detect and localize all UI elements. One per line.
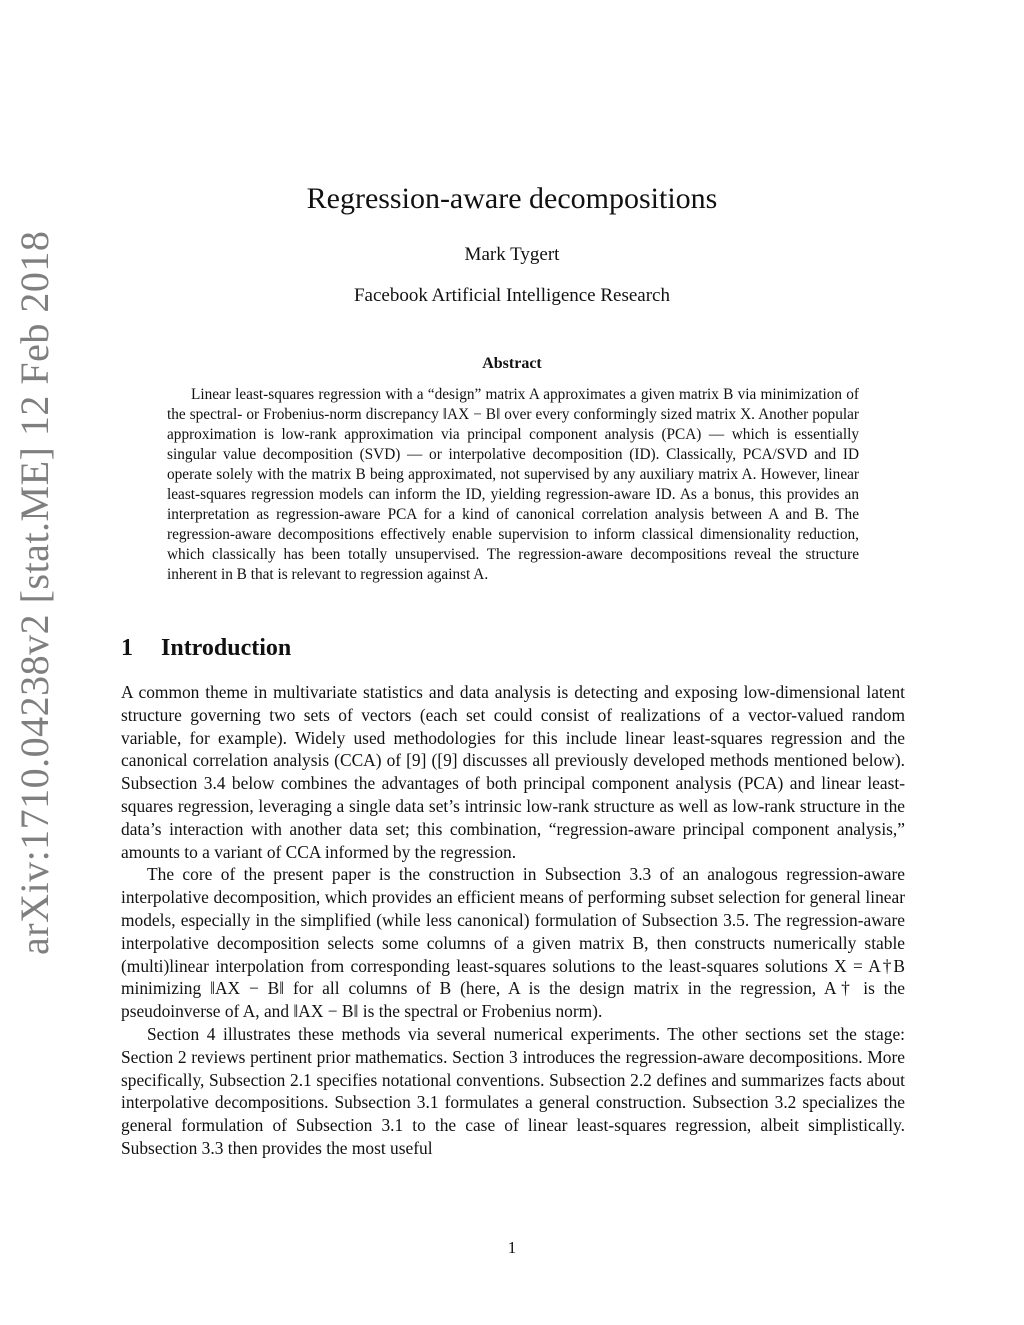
arxiv-identifier[interactable]: arXiv:1710.04238v2 [stat.ME] 12 Feb 2018 [12, 230, 57, 955]
abstract-text: Linear least-squares regression with a “design” matrix A approximates a given matrix B via minimization of the spectral- or Frobenius-norm discrepancy ‖AX − B‖ over every conformingly sized matrix X. Another popular approximation is low-rank approximation via principal component analysis (PCA) — which is essentially singular value decomposition (SVD) — or interpolative decomposition (ID). Classically, PCA/SVD and ID operate solely with the matrix B being approximated, not supervised by any auxiliary matrix A. However, linear least-squares regression models can inform the ID, yielding regression-aware ID. As a bonus, this provides an interpretation as regression-aware PCA for a kind of canonical correlation analysis between A and B. The regression-aware decompositions effectively enable supervision to inform classical dimensionality reduction, which classically has been totally unsupervised. The regression-aware decompositions reveal the structure inherent in B that is relevant to regression against A. [167, 386, 859, 583]
section-body [121, 681, 905, 1160]
author-name: Mark Tygert [464, 244, 560, 265]
paper-title: Regression-aware decompositions [306, 182, 718, 215]
paragraph: The core of the present paper is the construction in Subsection 3.3 of an analogous regression-aware interpolative decomposition, which provides an efficient means of performing subset selection for general linear models, especially in the simplified (while less canonical) formulation of Subsection 3.5. The regression-aware interpolative decomposition selects some columns of a given matrix B, then constructs numerically stable (multi)linear interpolation from corresponding least-squares solutions to the least-squares solutions X = A†B minimizing ‖AX − B‖ for all columns of B (here, A is the design matrix in the regression, A† is the pseudoinverse of A, and ‖AX − B‖ is the spectral or Frobenius norm). [121, 864, 905, 1022]
author-affiliation: Facebook Artificial Intelligence Research [353, 285, 670, 306]
section-title: Introduction [161, 635, 292, 661]
section-number: 1 [121, 635, 133, 661]
abstract-heading: Abstract [482, 355, 542, 372]
paragraph: A common theme in multivariate statistics and data analysis is detecting and exposing low-dimensional latent structure governing two sets of vectors (each set could consist of realizations of a vector-valued random variable, for example). Widely used methodologies for this include linear least-squares regression and the canonical correlation analysis (CCA) of [9] ([9] discusses all previously developed methods mentioned below). Subsection 3.4 below combines the advantages of both principal component analysis (PCA) and linear least-squares regression, leveraging a single data set’s intrinsic low-rank structure as well as low-rank structure in the data’s interaction with another data set; this combination, “regression-aware principal component analysis,” amounts to a variant of CCA informed by the regression. [121, 682, 905, 862]
paragraph: Section 4 illustrates these methods via several numerical experiments. The other sections set the stage: Section 2 reviews pertinent prior mathematics. Section 3 introduces the regression-aware decompositions. More specifically, Subsection 2.1 specifies notational conventions. Subsection 2.2 defines and summarizes facts about interpolative decompositions. Subsection 3.1 formulates a general construction. Subsection 3.2 specializes the general formulation of Subsection 3.1 to the case of linear least-squares regression, albeit simplistically. Subsection 3.3 then provides the most useful [121, 1023, 905, 1158]
page-number: 1 [507, 1238, 517, 1257]
section-heading [121, 635, 291, 662]
